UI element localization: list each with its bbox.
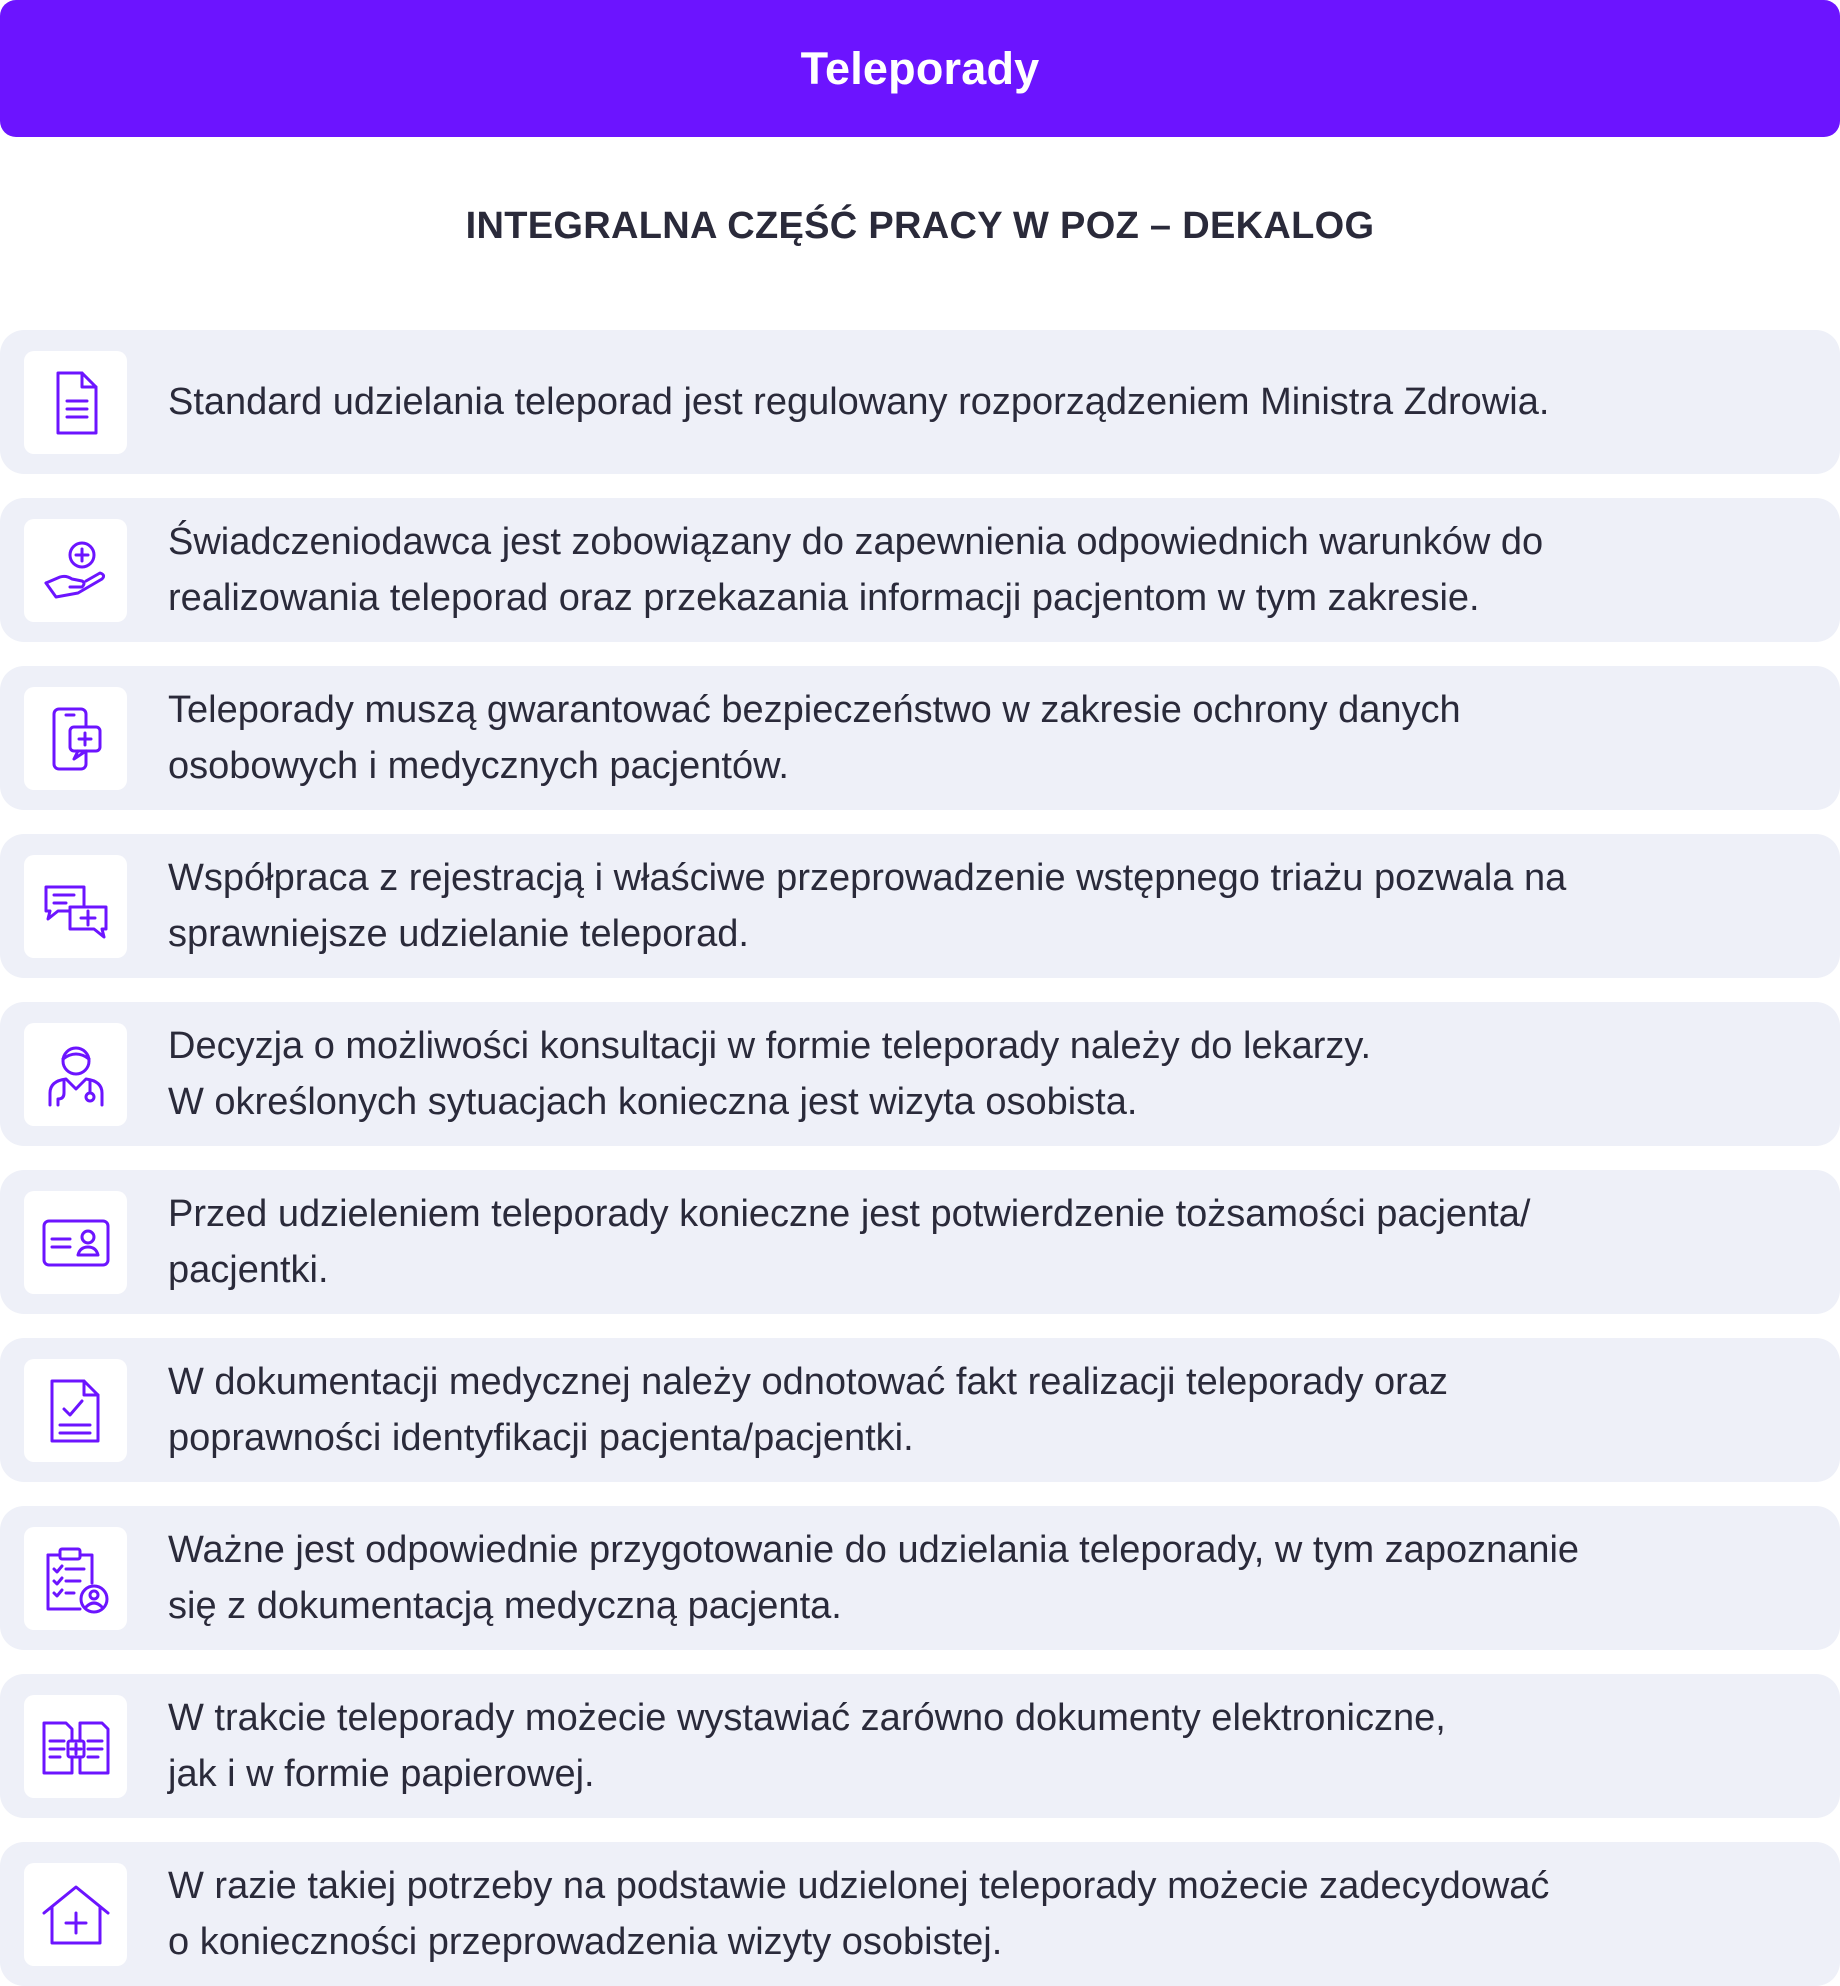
list-item xyxy=(0,1506,1840,1650)
page-title: Teleporady xyxy=(800,42,1040,94)
medical-records-icon xyxy=(24,1695,127,1798)
id-card-icon xyxy=(24,1191,127,1294)
clipboard-patient-icon xyxy=(24,1527,127,1630)
list-item xyxy=(0,834,1840,978)
item-text: W dokumentacji medycznej należy odnotować fakt realizacji teleporady oraz poprawności identyfikacji pacjenta/pacjentki. xyxy=(168,1361,1448,1459)
item-text: Współpraca z rejestracją i właściwe przeprowadzenie wstępnego triażu pozwala na sprawniejsze udzielanie teleporad. xyxy=(168,857,1567,955)
list-item xyxy=(0,1674,1840,1818)
item-text: Ważne jest odpowiednie przygotowanie do udzielania teleporady, w tym zapoznanie się z dokumentacją medyczną pacjenta. xyxy=(168,1529,1580,1627)
house-medical-icon xyxy=(24,1863,127,1966)
hand-medical-icon xyxy=(24,519,127,622)
list-item xyxy=(0,498,1840,642)
doctor-icon xyxy=(24,1023,127,1126)
list-item xyxy=(0,1842,1840,1986)
document-icon xyxy=(24,351,127,454)
list-item xyxy=(0,1170,1840,1314)
item-text: Decyzja o możliwości konsultacji w formie teleporady należy do lekarzy. W określonych sytuacjach konieczna jest wizyta osobista. xyxy=(168,1025,1372,1123)
item-text: Przed udzieleniem teleporady konieczne jest potwierdzenie tożsamości pacjenta/ pacjentki. xyxy=(168,1193,1531,1291)
list-item xyxy=(0,330,1840,474)
item-text: Świadczeniodawca jest zobowiązany do zapewnienia odpowiednich warunków do realizowania teleporad oraz przekazania informacji pacjentom w tym zakresie. xyxy=(168,521,1544,619)
phone-medical-icon xyxy=(24,687,127,790)
item-text: Standard udzielania teleporad jest regulowany rozporządzeniem Ministra Zdrowia. xyxy=(168,381,1550,423)
list-item xyxy=(0,666,1840,810)
chat-medical-icon xyxy=(24,855,127,958)
section-subtitle: INTEGRALNA CZĘŚĆ PRACY W POZ – DEKALOG xyxy=(465,205,1375,247)
list-item xyxy=(0,1338,1840,1482)
document-check-icon xyxy=(24,1359,127,1462)
item-text: W razie takiej potrzeby na podstawie udzielonej teleporady możecie zadecydować o konieczności przeprowadzenia wizyty osobistej. xyxy=(168,1865,1550,1963)
item-text: W trakcie teleporady możecie wystawiać zarówno dokumenty elektroniczne, jak i w formie papierowej. xyxy=(168,1697,1446,1795)
page-header xyxy=(0,0,1840,137)
list-item xyxy=(0,1002,1840,1146)
item-text: Teleporady muszą gwarantować bezpieczeństwo w zakresie ochrony danych osobowych i medycznych pacjentów. xyxy=(168,689,1461,787)
